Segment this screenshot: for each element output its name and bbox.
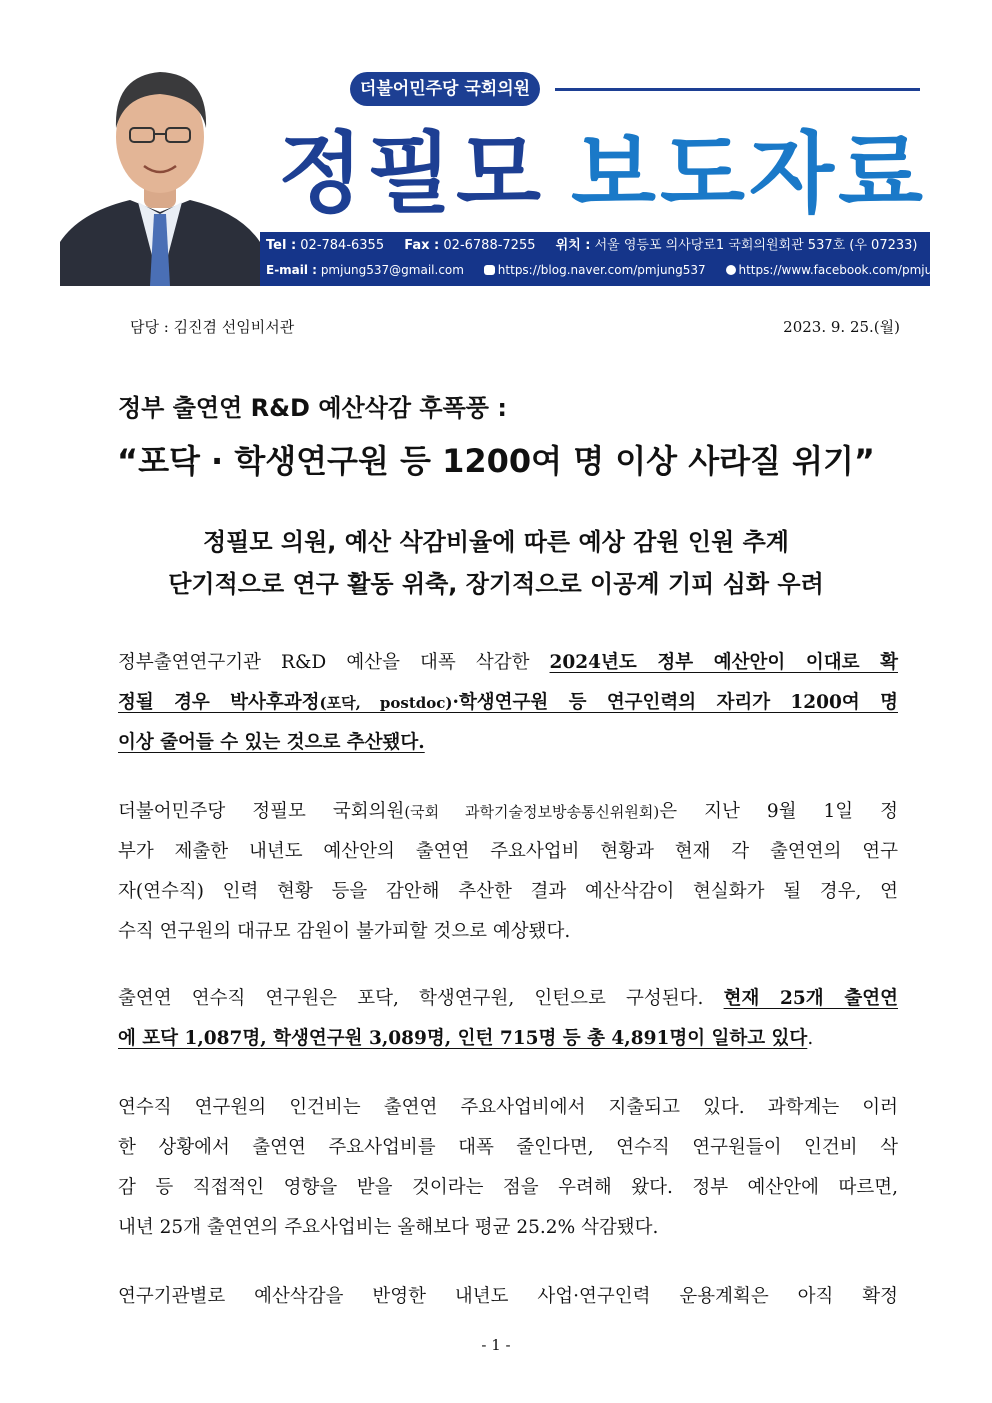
paragraph-4	[118, 1088, 898, 1248]
paragraph-line	[118, 792, 898, 832]
text-run-small: (국회 과학기술정보방송통신위원회)	[404, 803, 660, 821]
banner-title	[278, 114, 928, 234]
paragraph-line: 수직 연구원의 대규모 감원이 불가피할 것으로 예상됐다.	[118, 921, 571, 942]
paragraph-line: 부가 제출한 내년도 예산안의 출연연 주요사업비 현황과 현재 각 출연연의 연구	[118, 841, 898, 862]
portrait-illustration	[60, 42, 260, 286]
banner-title-doc: 보도자료	[571, 122, 928, 225]
paragraph-1	[118, 643, 898, 763]
text-run: 정될 경우 박사후과정	[118, 692, 320, 713]
fax-label: Fax :	[404, 238, 440, 253]
emphasis-run: 에 포닥 1,087명, 학생연구원 3,089명, 인턴 715명 등 총 4,891명이 일하고 있다	[118, 1028, 808, 1049]
paragraph-line	[118, 723, 898, 763]
lawmaker-portrait	[60, 42, 260, 286]
text-run: 은 지난 9월 1일 정	[659, 801, 898, 822]
paragraph-line: 자(연수직) 인력 현황 등을 감안해 추산한 결과 예산삭감이 현실화가 될 경우, 연	[118, 881, 898, 902]
page-number: - 1 -	[481, 1336, 511, 1354]
party-label: 더불어민주당 국회의원	[350, 72, 540, 106]
subheadline-2: 단기적으로 연구 활동 위축, 장기적으로 이공계 기피 심화 우려	[168, 570, 824, 598]
fax-value: 02-6788-7255	[443, 238, 536, 253]
facebook-icon	[726, 265, 736, 275]
blog-chat-icon	[484, 265, 495, 275]
headline-kicker: 정부 출연연 R&D 예산삭감 후폭풍 :	[118, 394, 507, 422]
emphasis-run: 2024년도 정부 예산안이 이대로 확	[549, 652, 898, 673]
text-run: 출연연 연수직 연구원은 포닥, 학생연구원, 인턴으로 구성된다.	[118, 988, 724, 1009]
paragraph-line	[118, 1019, 898, 1059]
text-run: 정부출연연구기관 R&D 예산을 대폭 삭감한	[118, 652, 550, 673]
paragraph-line: 한 상황에서 출연연 주요사업비를 대폭 줄인다면, 연수직 연구원들이 인건비 삭	[118, 1137, 898, 1158]
paragraph-line	[118, 979, 898, 1019]
emphasis-run: 현재 25개 출연연	[723, 988, 898, 1009]
subheadline-1: 정필모 의원, 예산 삭감비율에 따른 예상 감원 인원 추계	[202, 528, 789, 556]
paragraph-line	[118, 643, 898, 683]
paragraph-line	[118, 683, 898, 723]
paragraph-line: 감 등 직접적인 영향을 받을 것이라는 점을 우려해 왔다. 정부 예산안에 따르면,	[118, 1177, 898, 1198]
paragraph-line: 내년 25개 출연연의 주요사업비는 올해보다 평균 25.2% 삭감됐다.	[118, 1217, 659, 1238]
paragraph-line: 연수직 연구원의 인건비는 출연연 주요사업비에서 지출되고 있다. 과학계는 이러	[118, 1097, 898, 1118]
paragraph-2	[118, 792, 898, 952]
text-run: .	[807, 1028, 814, 1049]
emphasis-run: 이상 줄어들 수 있는 것으로 추산됐다.	[118, 732, 425, 753]
paragraph-3	[118, 979, 898, 1059]
header-divider	[555, 88, 920, 91]
paragraph-line: 연구기관별로 예산삭감을 반영한 내년도 사업·연구인력 운용계획은 아직 확정	[118, 1286, 898, 1307]
contact-info-bar	[260, 232, 971, 286]
banner-title-name: 정필모	[278, 122, 546, 225]
tel-label: Tel :	[266, 238, 297, 253]
text-run: ·학생연구원 등 연구인력의 자리가 1200여 명	[452, 692, 898, 713]
contact-row-1	[266, 234, 918, 258]
blog-link[interactable]: https://blog.naver.com/pmjung537	[497, 263, 706, 277]
paragraph-5	[118, 1277, 898, 1317]
contact-row-2	[266, 258, 970, 282]
email-label: E-mail :	[266, 263, 317, 277]
headline-main: “포닥 · 학생연구원 등 1200여 명 이상 사라질 위기”	[117, 442, 875, 480]
contact-person: 담당 : 김진겸 선임비서관	[130, 318, 295, 336]
emphasis-run	[118, 692, 898, 713]
location-label: 위치 :	[555, 238, 591, 253]
text-run: 더불어민주당 정필모 국회의원	[118, 801, 405, 822]
location-value: 서울 영등포 의사당로1 국회의원회관 537호 (우 07233)	[594, 238, 918, 253]
email-value[interactable]: pmjung537@gmail.com	[320, 263, 464, 277]
release-date: 2023. 9. 25.(월)	[783, 318, 900, 336]
text-run-small: (포닥, postdoc)	[319, 694, 453, 712]
press-release-banner	[60, 42, 971, 286]
facebook-link[interactable]: https://www.facebook.com/pmjung537	[738, 263, 971, 277]
tel-value[interactable]: 02-784-6355	[300, 238, 385, 253]
